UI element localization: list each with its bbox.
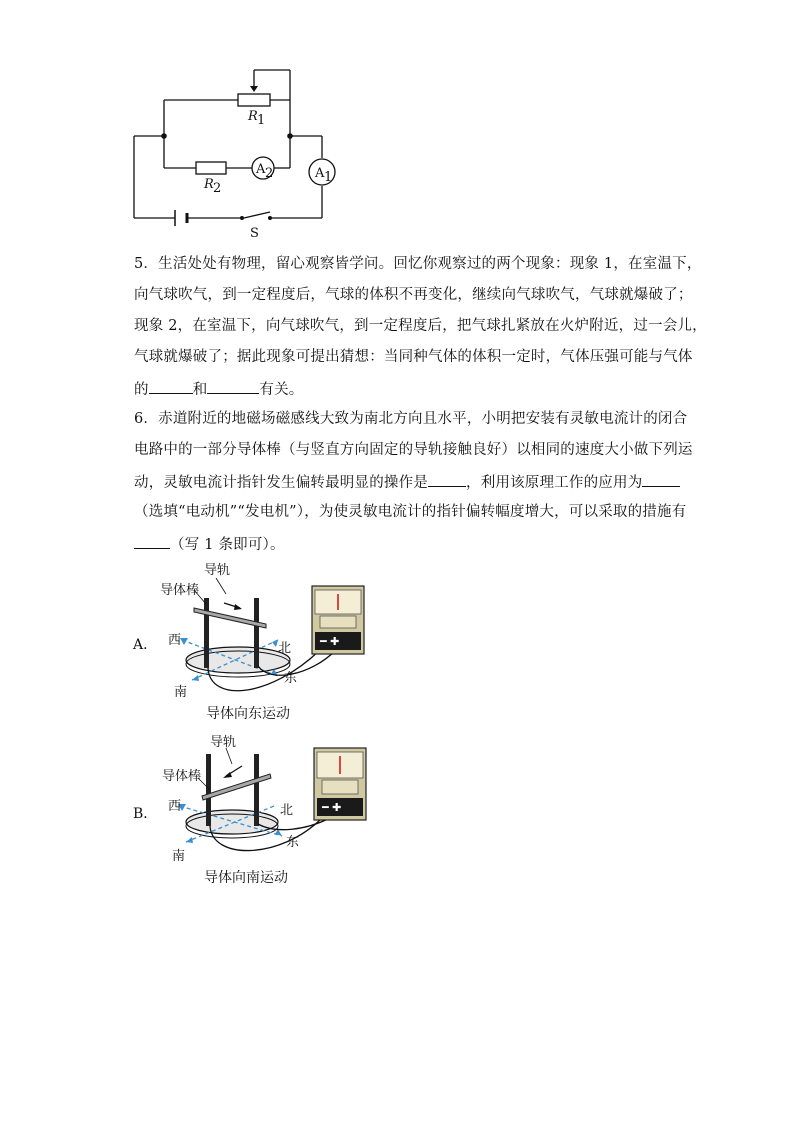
answer-blank-3[interactable] <box>428 471 466 487</box>
switch-label: S <box>250 226 259 240</box>
q6-line-1: 6．赤道附近的地磁场磁感线大致为南北方向且水平，小明把安装有灵敏电流计的闭合 <box>134 411 688 427</box>
west-label: 西 <box>168 799 182 814</box>
figure-a <box>150 558 380 728</box>
q5-text-part1: 的 <box>134 382 149 398</box>
figure-a-caption: 导体向东运动 <box>206 706 290 722</box>
r2-label: R <box>204 177 214 192</box>
q6-line-5-text: （写 1 条即可）。 <box>170 537 285 553</box>
east-label: 东 <box>284 671 298 686</box>
answer-blank-4[interactable] <box>642 471 680 487</box>
option-a-label[interactable]: A． <box>133 637 158 653</box>
a1-sub: 1 <box>324 170 333 185</box>
circuit-diagram <box>120 60 340 240</box>
r2-sub: 2 <box>213 181 222 196</box>
q6-line-5 <box>134 533 285 555</box>
q6-line-3 <box>134 471 680 493</box>
a1-label: A <box>315 166 325 181</box>
west-label: 西 <box>168 633 182 648</box>
north-label: 北 <box>280 803 294 818</box>
q5-text-part3: 有关。 <box>259 382 304 398</box>
rod-label: 导体棒 <box>160 583 200 598</box>
a2-sub: 2 <box>265 166 274 181</box>
rail-label: 导轨 <box>204 563 231 578</box>
q6-line-2: 电路中的一部分导体棒（与竖直方向固定的导轨接触良好）以相同的速度大小做下列运 <box>134 442 693 458</box>
q5-text-part2: 和 <box>192 382 208 398</box>
svg-text:━ ✚: ━ ✚ <box>320 635 340 648</box>
south-label: 南 <box>174 685 188 700</box>
q5-line-4: 气球就爆破了；据此现象可提出猜想：当同种气体的体积一定时，气体压强可能与气体 <box>134 349 693 365</box>
svg-text:━ ✚: ━ ✚ <box>322 801 342 814</box>
answer-blank-2[interactable] <box>207 378 259 394</box>
rod-label: 导体棒 <box>162 769 202 784</box>
r1-label: R <box>248 109 258 124</box>
q5-line-3: 现象 2，在室温下，向气球吹气，到一定程度后，把气球扎紧放在火炉附近，过一会儿， <box>134 318 707 334</box>
rail-label: 导轨 <box>210 735 237 750</box>
answer-blank-5[interactable] <box>134 533 170 549</box>
q5-line-1: 5．生活处处有物理，留心观察皆学问。回忆你观察过的两个现象：现象 1，在室温下， <box>134 256 702 272</box>
answer-blank-1[interactable] <box>149 378 193 394</box>
q6-line-3-text: 动，灵敏电流计指针发生偏转最明显的操作是 <box>134 475 428 491</box>
q6-line-3-mid: ，利用该原理工作的应用为 <box>466 475 643 491</box>
a2-label: A <box>256 162 266 177</box>
r1-sub: 1 <box>257 113 266 128</box>
east-label: 东 <box>286 835 300 850</box>
figure-b <box>150 730 380 890</box>
north-label: 北 <box>278 641 292 656</box>
q5-line-5 <box>134 378 304 400</box>
q5-line-2: 向气球吹气，到一定程度后，气球的体积不再变化，继续向气球吹气，气球就爆破了； <box>134 287 693 303</box>
figure-b-caption: 导体向南运动 <box>204 870 288 886</box>
option-b-label[interactable]: B． <box>133 806 158 822</box>
south-label: 南 <box>172 849 186 864</box>
q6-line-4: （选填“电动机”“发电机”），为使灵敏电流计的指针偏转幅度增大，可以采取的措施有 <box>134 504 687 520</box>
